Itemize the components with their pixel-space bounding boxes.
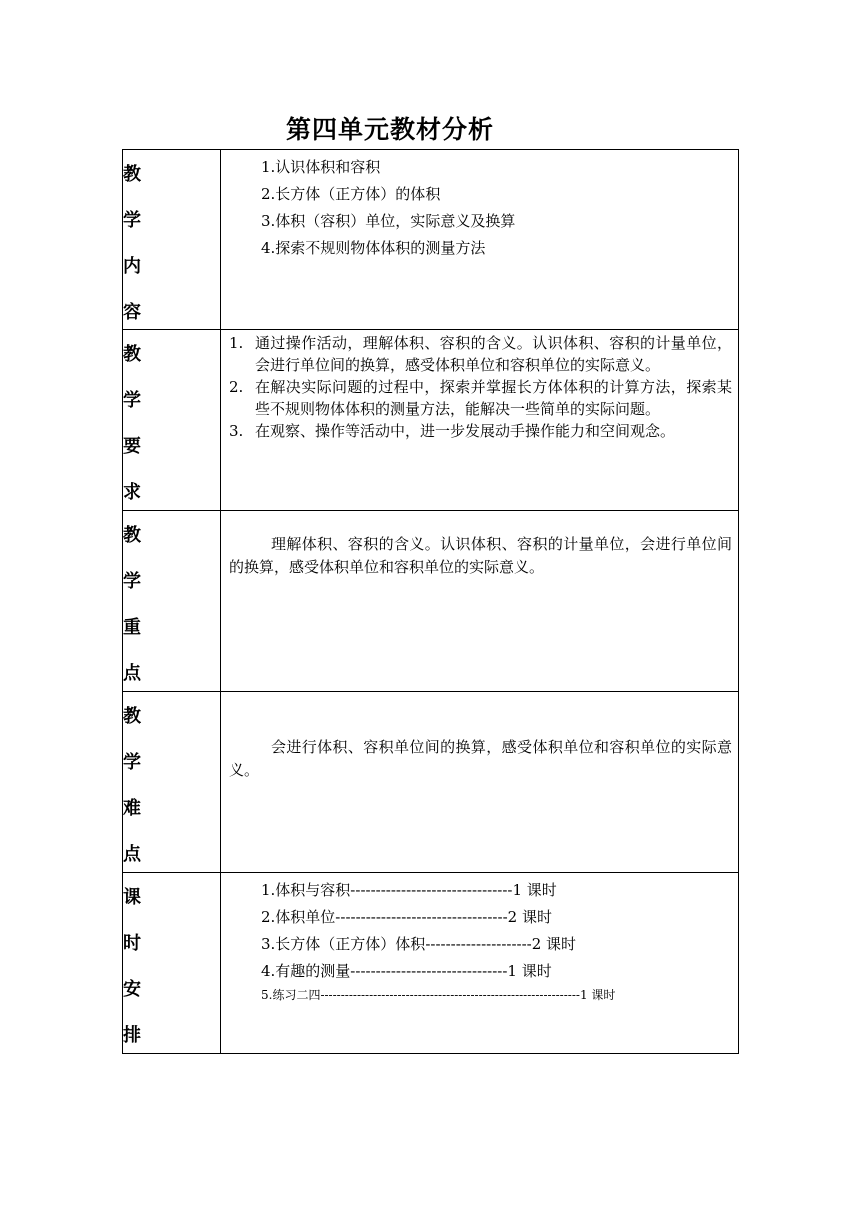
label-char: 点 xyxy=(123,844,141,865)
list-item: 5.练习二四----------------------------------------------------------------1 课时 xyxy=(261,988,616,1002)
label-char: 重 xyxy=(123,617,141,638)
row-teaching-content xyxy=(123,150,739,330)
row-schedule xyxy=(123,873,739,1054)
label-char: 学 xyxy=(123,210,141,231)
list-item: 1. 通过操作活动，理解体积、容积的含义。认识体积、容积的计量单位，会进行单位间的换算，感受体积单位和容积单位的实际意义。 xyxy=(229,334,732,374)
list-item: 4.探索不规则物体体积的测量方法 xyxy=(261,239,486,257)
difficulties-cell xyxy=(221,692,739,873)
label-char: 学 xyxy=(123,390,141,411)
row-difficulties xyxy=(123,692,739,873)
list-item: 1.体积与容积--------------------------------1 课时 xyxy=(261,881,557,899)
label-char: 求 xyxy=(123,482,141,503)
label-char: 时 xyxy=(123,933,141,954)
label-schedule xyxy=(123,873,221,1054)
analysis-table xyxy=(122,149,739,1054)
label-char: 安 xyxy=(123,979,141,1000)
label-char: 要 xyxy=(123,436,141,457)
teaching-content-list xyxy=(221,150,738,262)
list-item: 2.体积单位----------------------------------2 课时 xyxy=(261,908,552,926)
key-points-cell xyxy=(221,511,739,692)
label-char: 容 xyxy=(123,302,141,323)
label-char: 学 xyxy=(123,752,141,773)
list-item: 4.有趣的测量-------------------------------1 课时 xyxy=(261,962,552,980)
row-key-points xyxy=(123,511,739,692)
label-teaching-content xyxy=(123,150,221,330)
key-points-text: 理解体积、容积的含义。认识体积、容积的计量单位，会进行单位间的换算，感受体积单位和容积单位的实际意义。 xyxy=(229,535,732,576)
label-char: 课 xyxy=(123,887,141,908)
label-teaching-requirements xyxy=(123,330,221,511)
page-title: 第四单元教材分析 xyxy=(285,115,494,144)
requirements-list xyxy=(221,330,738,442)
schedule-list xyxy=(221,873,738,1005)
schedule-cell xyxy=(221,873,739,1054)
row-teaching-requirements xyxy=(123,330,739,511)
label-char: 难 xyxy=(123,798,141,819)
label-char: 教 xyxy=(123,164,141,185)
list-item: 3.体积（容积）单位，实际意义及换算 xyxy=(261,212,516,230)
label-char: 内 xyxy=(123,256,141,277)
list-item: 2.长方体（正方体）的体积 xyxy=(261,185,441,203)
difficulties-text: 会进行体积、容积单位间的换算，感受体积单位和容积单位的实际意义。 xyxy=(229,738,732,779)
label-char: 排 xyxy=(123,1025,141,1046)
list-item: 1.认识体积和容积 xyxy=(261,158,381,176)
list-item: 3.长方体（正方体）体积---------------------2 课时 xyxy=(261,935,577,953)
list-item: 2. 在解决实际问题的过程中，探索并掌握长方体体积的计算方法，探索某些不规则物体体积的测量方法，能解决一些简单的实际问题。 xyxy=(229,378,732,418)
label-char: 教 xyxy=(123,706,141,727)
label-char: 教 xyxy=(123,344,141,365)
label-key-points xyxy=(123,511,221,692)
label-difficulties xyxy=(123,692,221,873)
list-item: 3. 在观察、操作等活动中，进一步发展动手操作能力和空间观念。 xyxy=(229,422,676,440)
teaching-content-cell xyxy=(221,150,739,330)
label-char: 教 xyxy=(123,525,141,546)
teaching-requirements-cell xyxy=(221,330,739,511)
label-char: 点 xyxy=(123,663,141,684)
label-char: 学 xyxy=(123,571,141,592)
